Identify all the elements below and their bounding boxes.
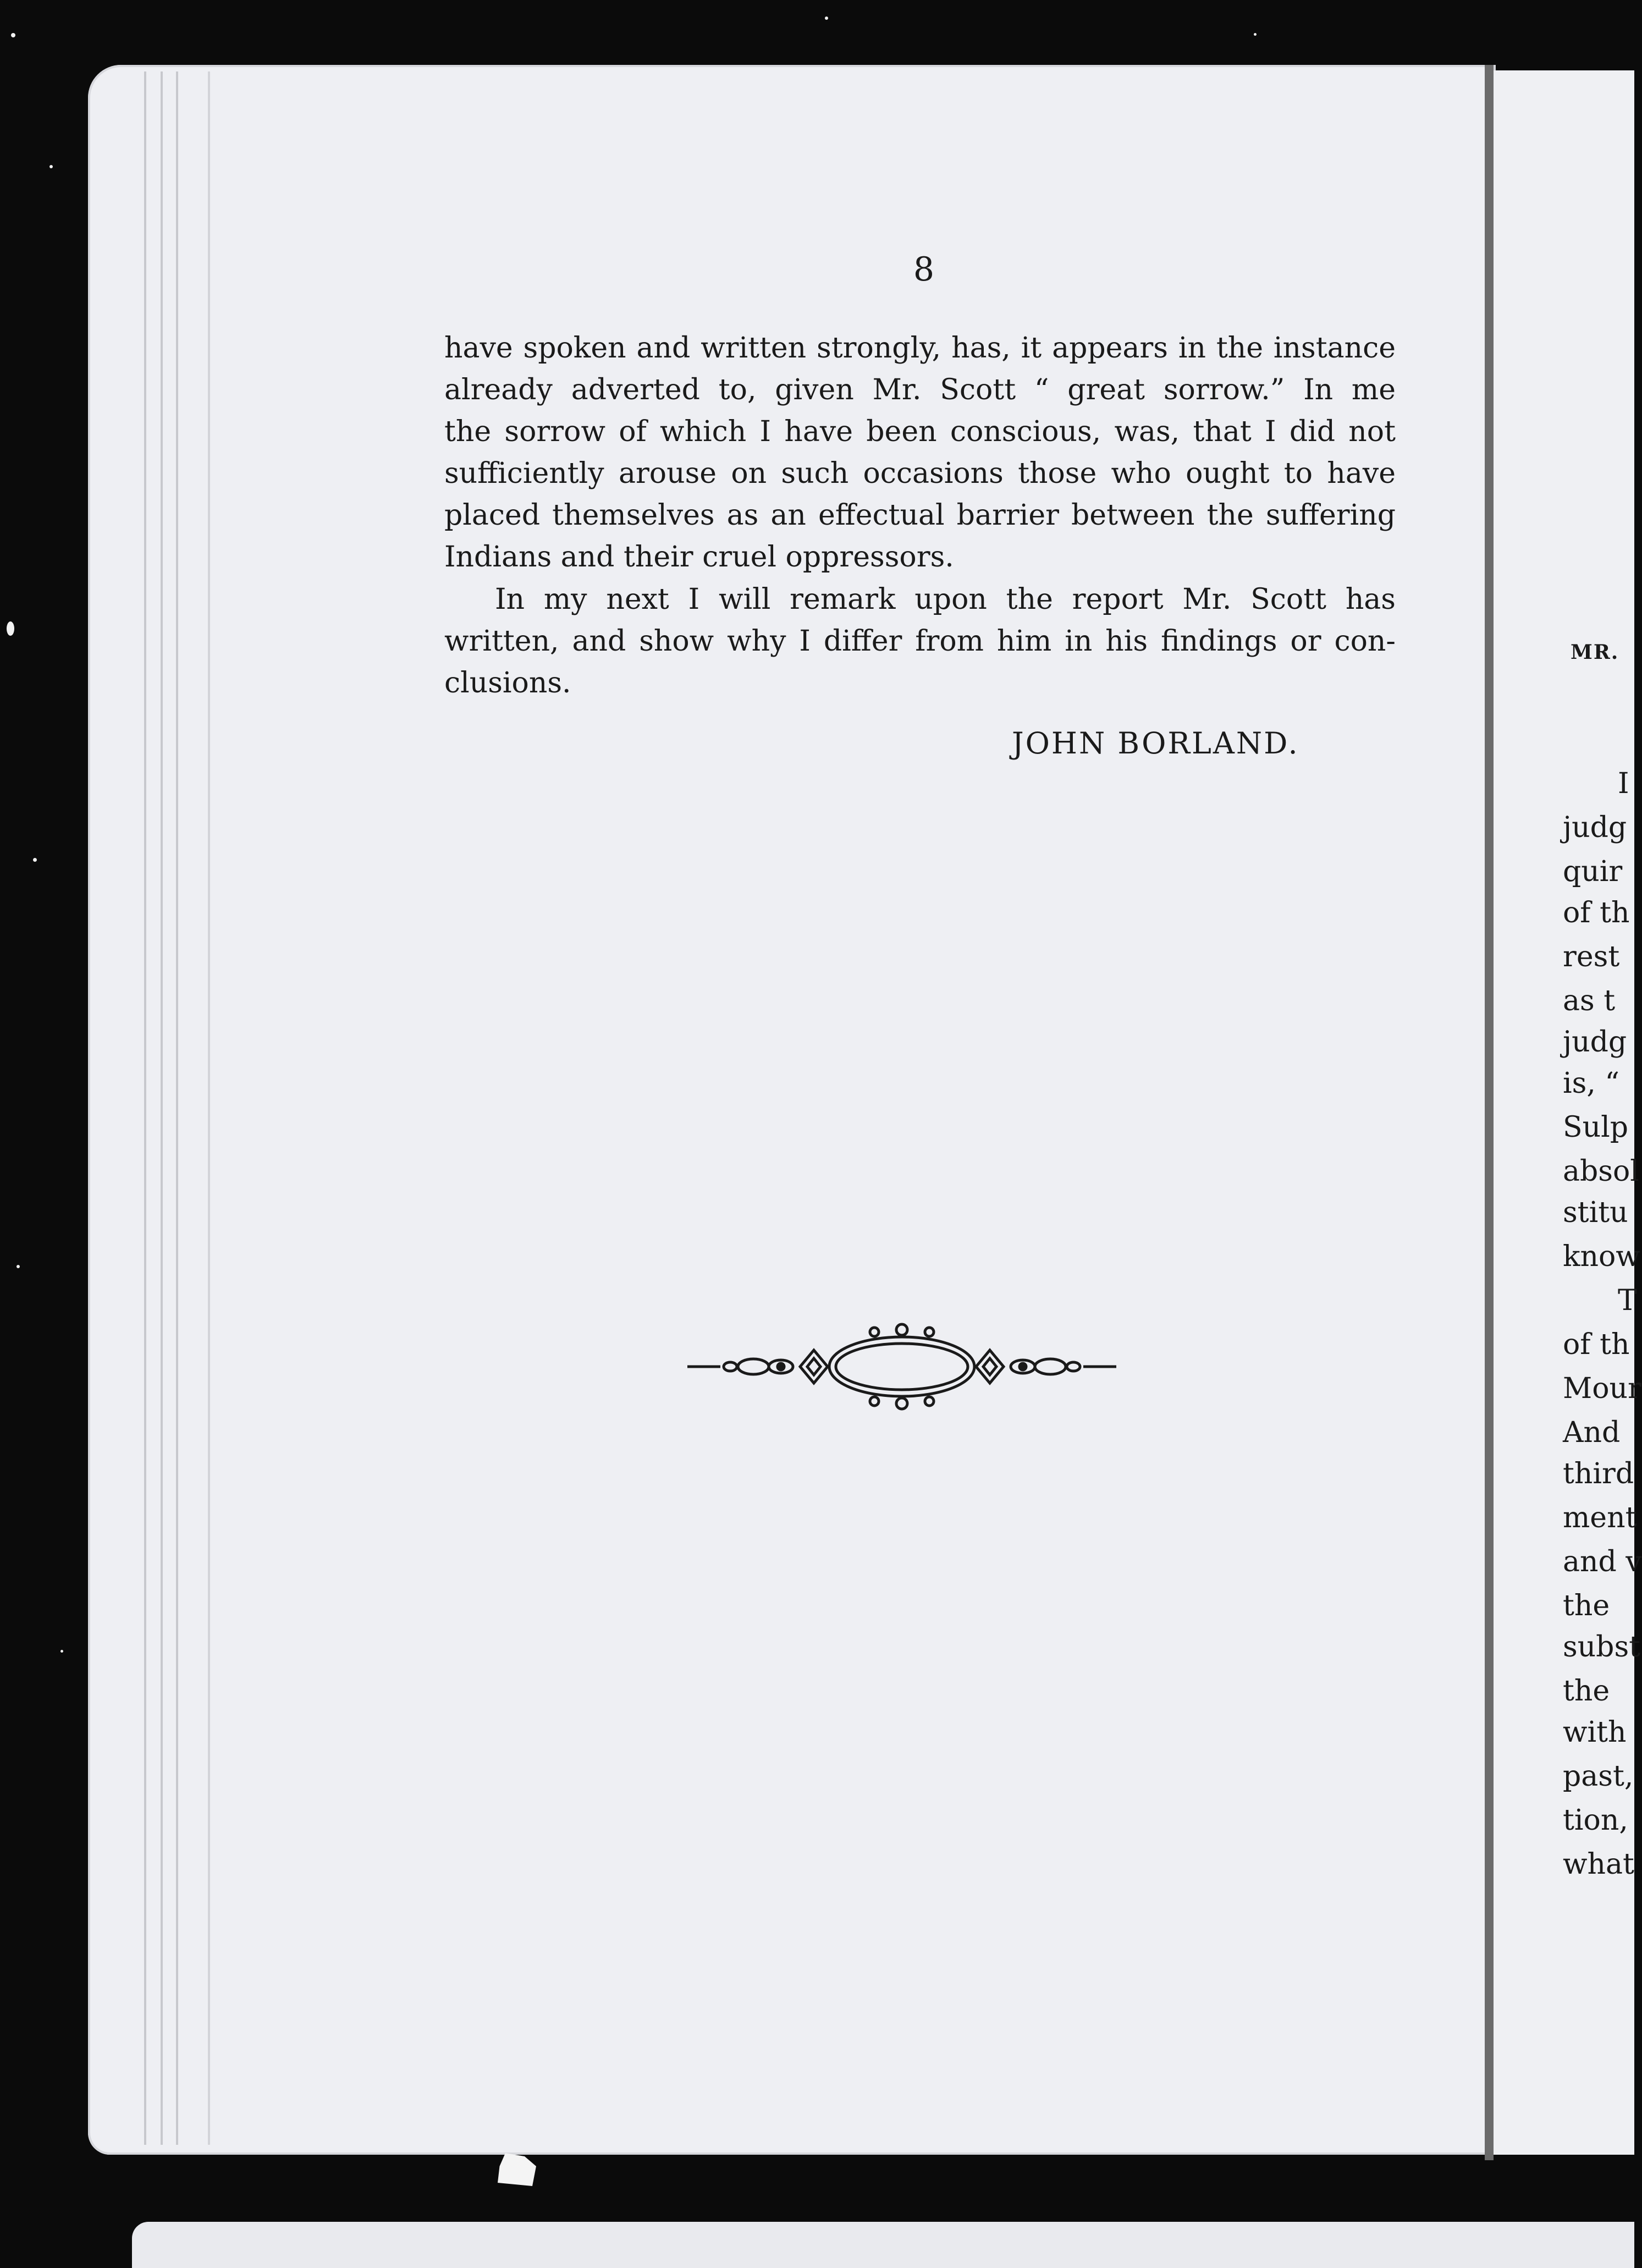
- right-page-line: with: [1563, 1716, 1627, 1749]
- body-line: clusions.: [444, 667, 571, 700]
- right-page-line: the: [1563, 1589, 1610, 1622]
- body-line: placed themselves as an effectual barrier between the suffering: [444, 499, 1396, 532]
- speck: [1254, 33, 1257, 36]
- paper-tear: [498, 2153, 536, 2186]
- right-page-line: of th: [1563, 1328, 1630, 1361]
- body-line: written, and show why I differ from him in his findings or con-: [444, 625, 1396, 658]
- right-page-line: rest: [1563, 940, 1620, 973]
- next-page-strip: [132, 2222, 1634, 2268]
- decorative-ornament: [687, 1320, 1116, 1413]
- right-page-line: quir: [1563, 855, 1623, 888]
- speck: [11, 33, 15, 37]
- speck: [7, 621, 14, 636]
- right-page-line: what: [1563, 1848, 1634, 1881]
- right-page-line: I: [1618, 767, 1629, 800]
- right-page-line: and v: [1563, 1545, 1642, 1578]
- page-number: 8: [913, 250, 935, 289]
- right-page-heading: MR.: [1571, 641, 1619, 664]
- right-page-line: T: [1618, 1284, 1637, 1317]
- right-page-line: the: [1563, 1675, 1610, 1708]
- right-page-line: Mour: [1563, 1372, 1641, 1405]
- body-line: In my next I will remark upon the report Mr. Scott has: [495, 583, 1396, 616]
- speck: [49, 165, 53, 168]
- right-page-line: tion,: [1563, 1804, 1628, 1837]
- page-edge-line: [208, 71, 210, 2145]
- page-edge-line: [161, 71, 163, 2145]
- right-page-line: past,: [1563, 1760, 1634, 1793]
- right-page-line: Sulp: [1563, 1111, 1629, 1144]
- body-line: have spoken and written strongly, has, it appears in the instance: [444, 332, 1396, 365]
- speck: [60, 1650, 63, 1653]
- body-line: already adverted to, given Mr. Scott “ great sorrow.” In me: [444, 373, 1396, 406]
- right-page-line: judg: [1563, 811, 1627, 844]
- right-page-line: is, “: [1563, 1067, 1619, 1100]
- body-line: Indians and their cruel oppressors.: [444, 541, 954, 574]
- right-page-line: subst: [1563, 1631, 1641, 1664]
- speck: [825, 16, 828, 20]
- signature: JOHN BORLAND.: [1012, 726, 1299, 761]
- right-page-line: And: [1563, 1416, 1621, 1449]
- speck: [16, 1265, 20, 1268]
- body-line: sufficiently arouse on such occasions those who ought to have: [444, 457, 1396, 490]
- right-page-line: ment: [1563, 1501, 1637, 1534]
- right-page-line: judg: [1563, 1026, 1627, 1059]
- right-page-line: as t: [1563, 984, 1616, 1017]
- right-page-line: absol: [1563, 1155, 1639, 1188]
- page-edge-line: [176, 71, 178, 2145]
- page-edge-line: [144, 71, 146, 2145]
- speck: [33, 858, 37, 862]
- right-page-line: of th: [1563, 896, 1630, 929]
- book-gutter: [1485, 65, 1494, 2160]
- body-line: the sorrow of which I have been conscious, was, that I did not: [444, 415, 1396, 448]
- bottom-border: [0, 2178, 1634, 2222]
- right-page-line: third: [1563, 1457, 1634, 1490]
- right-page-line: stitu: [1563, 1196, 1628, 1229]
- right-page-line: know: [1563, 1240, 1640, 1273]
